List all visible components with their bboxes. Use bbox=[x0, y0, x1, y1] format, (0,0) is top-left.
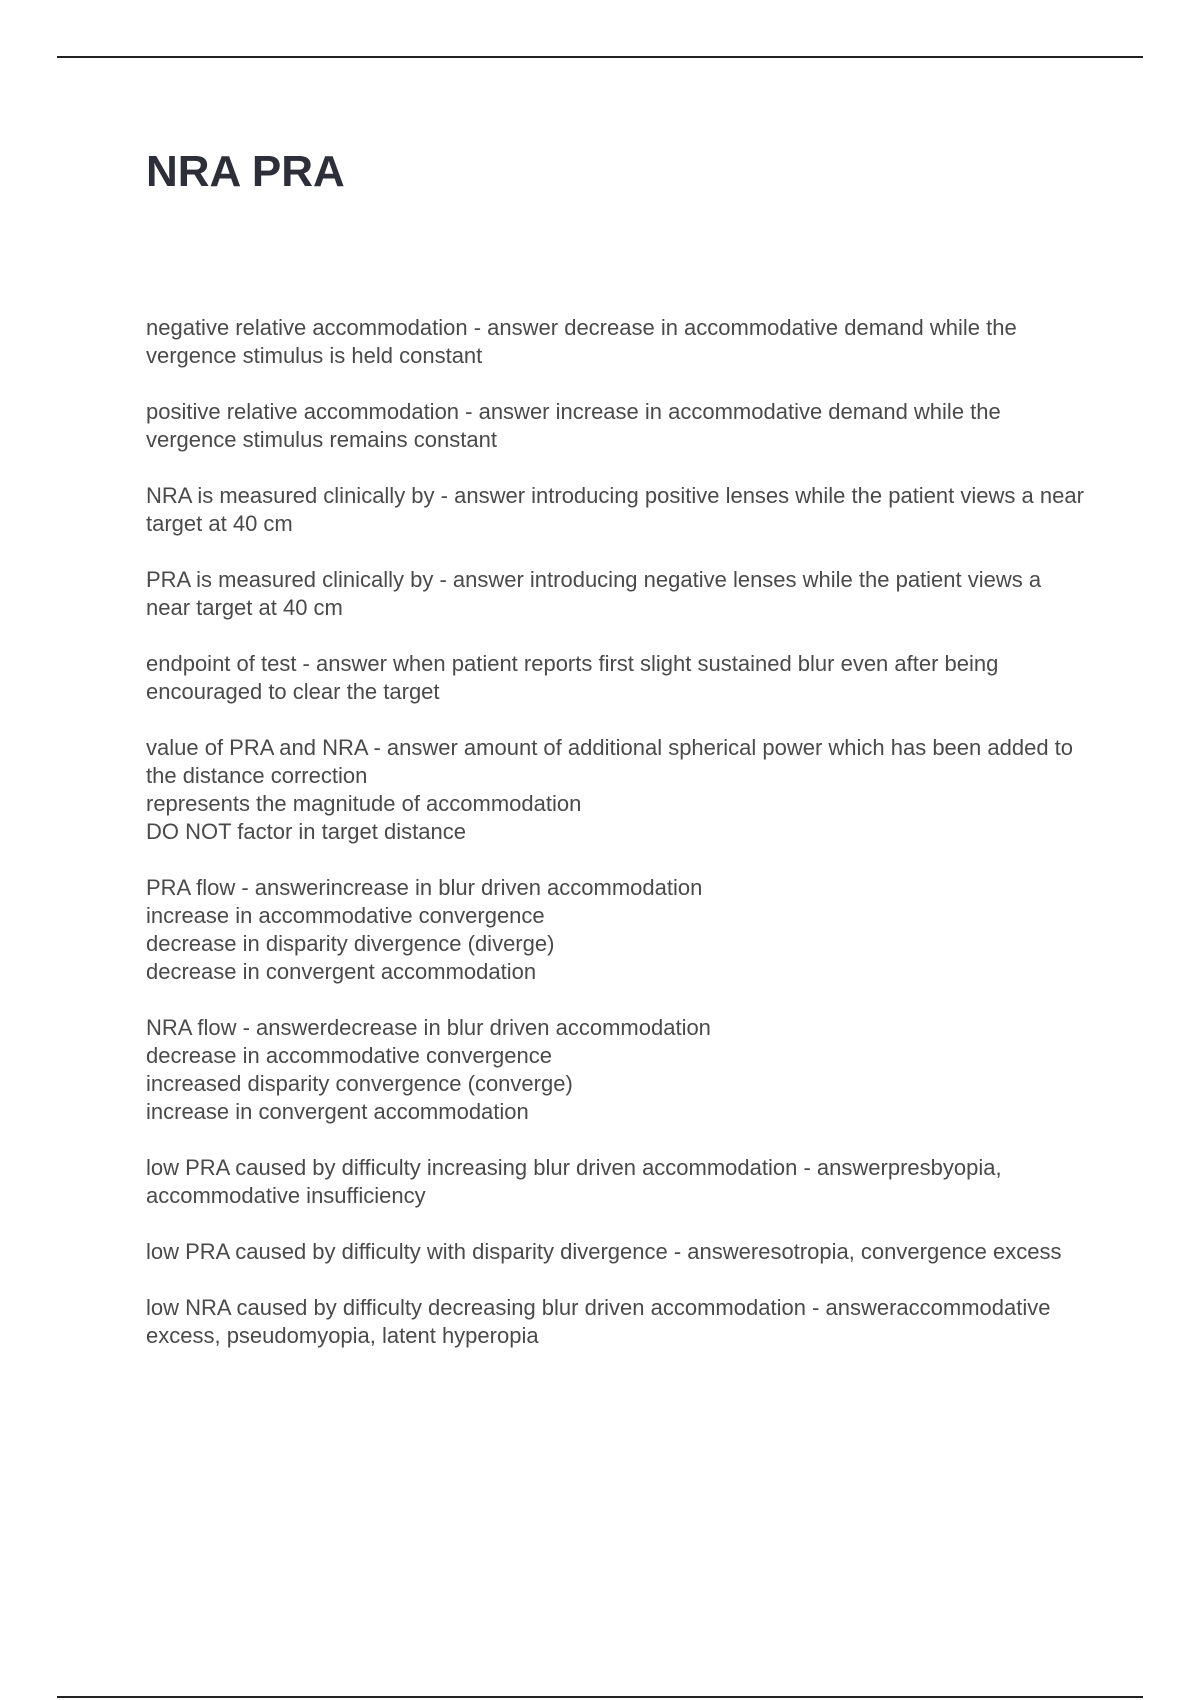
qa-line: value of PRA and NRA - answer amount of additional spherical power which has been added to the distance correction bbox=[146, 735, 1074, 788]
qa-line: represents the magnitude of accommodation bbox=[146, 791, 582, 816]
qa-line: negative relative accommodation - answer decrease in accommodative demand while the vergence stimulus is held constant bbox=[146, 315, 1017, 368]
qa-item bbox=[146, 1294, 1086, 1350]
qa-item bbox=[146, 482, 1086, 538]
qa-item bbox=[146, 398, 1086, 454]
qa-list bbox=[146, 314, 1086, 1378]
qa-item bbox=[146, 1154, 1086, 1210]
qa-item bbox=[146, 1014, 1086, 1126]
qa-line: DO NOT factor in target distance bbox=[146, 819, 466, 844]
qa-item bbox=[146, 314, 1086, 370]
top-rule bbox=[57, 56, 1143, 58]
qa-item bbox=[146, 874, 1086, 986]
qa-item bbox=[146, 650, 1086, 706]
qa-line: NRA flow - answerdecrease in blur driven accommodation bbox=[146, 1015, 711, 1040]
qa-line: decrease in convergent accommodation bbox=[146, 959, 537, 984]
qa-line: increased disparity convergence (converge) bbox=[146, 1071, 573, 1096]
qa-line: positive relative accommodation - answer increase in accommodative demand while the vergence stimulus remains constant bbox=[146, 399, 1001, 452]
qa-line: increase in accommodative convergence bbox=[146, 903, 545, 928]
qa-line: low PRA caused by difficulty with disparity divergence - answeresotropia, convergence excess bbox=[146, 1239, 1062, 1264]
qa-line: endpoint of test - answer when patient reports first slight sustained blur even after being encouraged to clear the target bbox=[146, 651, 999, 704]
qa-line: increase in convergent accommodation bbox=[146, 1099, 529, 1124]
qa-line: decrease in accommodative convergence bbox=[146, 1043, 553, 1068]
qa-item bbox=[146, 1238, 1086, 1266]
bottom-rule bbox=[57, 1696, 1143, 1698]
qa-line: decrease in disparity divergence (diverge) bbox=[146, 931, 555, 956]
document-title: NRA PRA bbox=[146, 147, 345, 196]
qa-item bbox=[146, 734, 1086, 846]
qa-line: NRA is measured clinically by - answer introducing positive lenses while the patient views a near target at 40 cm bbox=[146, 483, 1084, 536]
qa-line: low NRA caused by difficulty decreasing blur driven accommodation - answeraccommodative excess, pseudomyopia, latent hyperopia bbox=[146, 1295, 1051, 1348]
qa-line: low PRA caused by difficulty increasing blur driven accommodation - answerpresbyopia, accommodative insufficiency bbox=[146, 1155, 1002, 1208]
qa-item bbox=[146, 566, 1086, 622]
qa-line: PRA flow - answerincrease in blur driven accommodation bbox=[146, 875, 703, 900]
qa-line: PRA is measured clinically by - answer introducing negative lenses while the patient views a near target at 40 cm bbox=[146, 567, 1042, 620]
